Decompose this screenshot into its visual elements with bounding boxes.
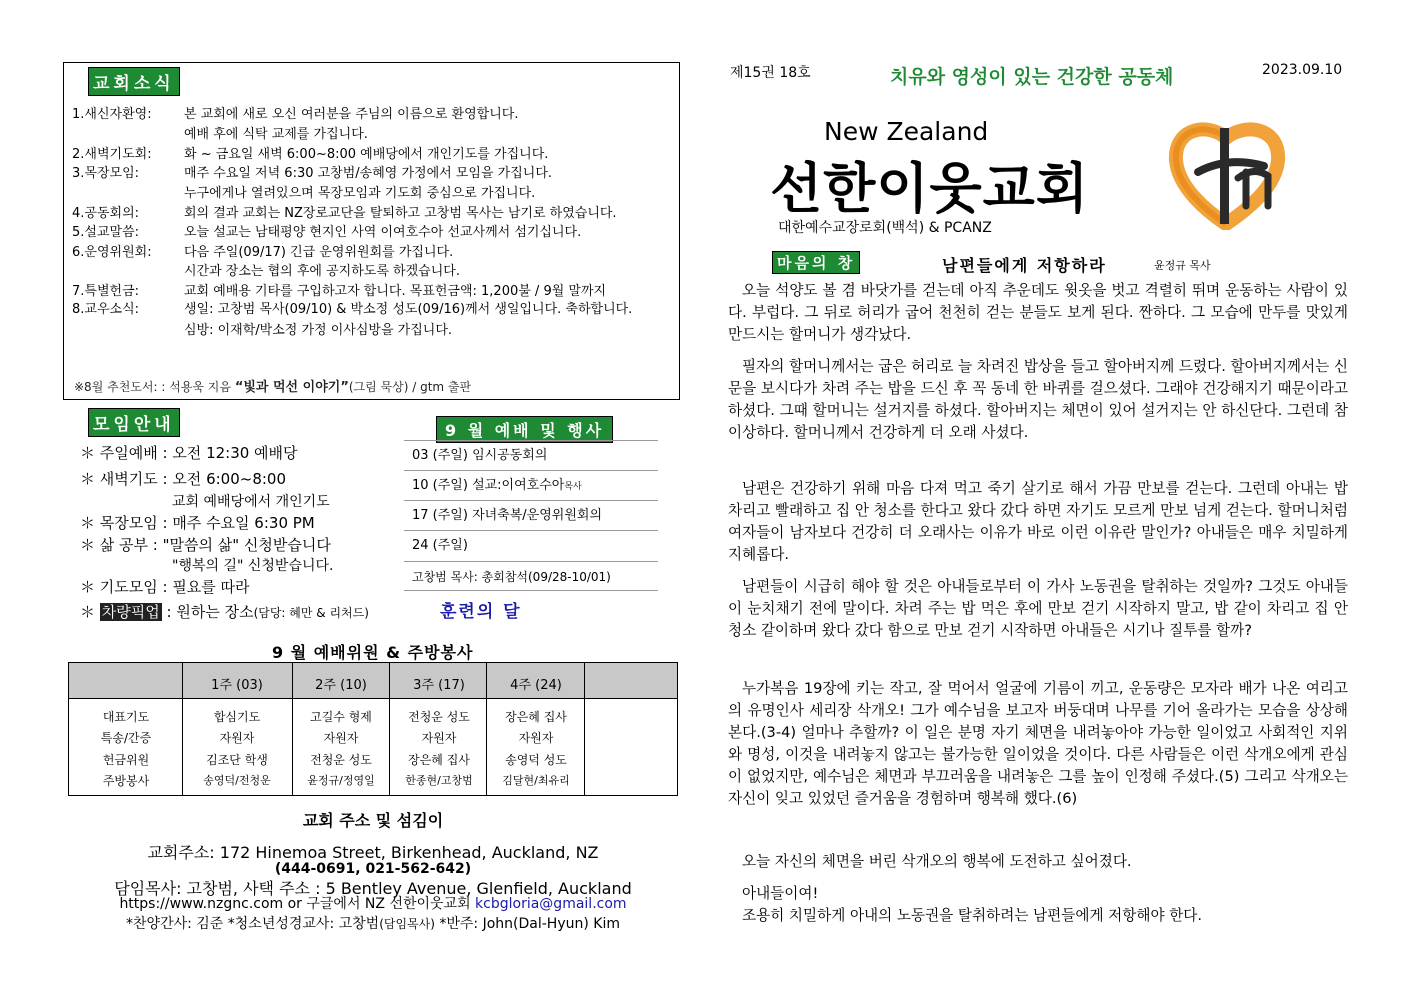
meeting-prayer: ＊ 기도모임 : 필요를 따라 bbox=[80, 578, 250, 596]
staff-text: *찬양간사: 김준 *청소년성경교사: 고창범 bbox=[126, 916, 380, 932]
bulletin-date: 2023.09.10 bbox=[1262, 62, 1343, 78]
roster-cell: 자원자 bbox=[421, 731, 457, 745]
september-events-tag: 9 월 예배 및 행사 bbox=[436, 416, 613, 443]
sermon-final-line: 조용히 치밀하게 아내의 노동권을 탈취하려는 남편들에게 저항해야 한다. bbox=[742, 907, 1203, 924]
church-name: 선한이웃교회 bbox=[770, 157, 1089, 220]
news-item-text: 화 ~ 금요일 새벽 6:00~8:00 예배당에서 개인기도를 가집니다. bbox=[184, 147, 549, 162]
sermon-title: 남편들에게 저항하라 bbox=[942, 256, 1107, 275]
roster-cell: 김달현/최유리 bbox=[502, 774, 570, 787]
event-row bbox=[404, 440, 658, 470]
roster-cell: 김조단 학생 bbox=[206, 753, 268, 767]
roster-title: 9 월 예배위원 & 주방봉사 bbox=[272, 643, 474, 662]
website-text: https://www.nzgnc.com or 구글에서 NZ 선한이웃교회 bbox=[119, 896, 476, 912]
roster-cell: 합심기도 bbox=[213, 710, 261, 724]
news-item-text: 오늘 설교는 남태평양 현지인 사역 이여호수아 선교사께서 섬기십니다. bbox=[184, 225, 582, 240]
month-theme: 훈련의 달 bbox=[440, 602, 522, 622]
email-link[interactable]: kcbgloria@gmail.com bbox=[475, 896, 627, 912]
sermon-exclamation: 아내들이여! bbox=[742, 885, 819, 902]
roster-role: 특송/간증 bbox=[100, 731, 152, 745]
sermon-paragraph: 남편은 건강하기 위해 마음 다져 먹고 죽기 살기로 해서 가끔 만보를 걷는다. 그런데 아내는 밥 차리고 빨래하고 집 안 청소를 한다고 왔다 갔다 하면 자기도 모르게 만보 넘게 걷는다. 할머니처럼 여자들이 남자보다 건강히 더 오래사는 이유가 바로 이런 이유란 말인가? 아내들은 매우 치밀하게 지혜롭다. bbox=[728, 480, 1348, 563]
roster-cell: 자원자 bbox=[219, 731, 255, 745]
event-row bbox=[404, 530, 658, 560]
church-address: 교회주소: 172 Hinemoa Street, Birkenhead, Auckland, NZ bbox=[147, 843, 599, 862]
staff-note: (담임목사) bbox=[379, 917, 435, 931]
meeting-pickup bbox=[80, 601, 369, 622]
book-prefix: ※8월 추천도서: : bbox=[74, 380, 166, 394]
event-text: 24 (주일) bbox=[412, 538, 468, 553]
news-item-text: 심방: 이재학/박소정 가정 이사심방을 가집니다. bbox=[184, 323, 453, 338]
heart-window-tag: 마음의 창 bbox=[772, 251, 860, 274]
roster-cell: 고길수 형제 bbox=[310, 710, 372, 724]
event-note: 목사 bbox=[564, 482, 582, 492]
church-staff bbox=[68, 913, 678, 933]
church-logo-icon bbox=[1168, 120, 1286, 230]
roster-cell: 송영덕 성도 bbox=[505, 753, 567, 767]
address-title: 교회 주소 및 섬김이 bbox=[302, 811, 444, 830]
sermon-closing: 오늘 자신의 체면을 버린 삭개오의 행복에 도전하고 싶어졌다. bbox=[742, 853, 1132, 870]
news-item-label: 5.설교말씀: bbox=[72, 225, 140, 240]
roster-cell: 장은혜 집사 bbox=[505, 710, 567, 724]
church-phone: (444-0691, 021-562-642) bbox=[274, 861, 472, 877]
news-item-text: 회의 결과 교회는 NZ장로교단을 탈퇴하고 고창범 목사는 남기로 하였습니다. bbox=[184, 206, 617, 221]
sermon-author: 윤정규 목사 bbox=[1154, 259, 1211, 272]
news-item-label: 2.새벽기도회: bbox=[72, 147, 152, 162]
roster-cell: 자원자 bbox=[518, 731, 554, 745]
meeting-dawn-prayer: ＊ 새벽기도 : 오전 6:00~8:00 bbox=[80, 470, 287, 488]
event-row bbox=[404, 561, 658, 591]
meeting-cell-group: ＊ 목장모임 : 매주 수요일 6:30 PM bbox=[80, 514, 315, 532]
roster-role: 헌금위원 bbox=[102, 753, 150, 767]
news-item-label: 8.교우소식: bbox=[72, 302, 140, 317]
event-row bbox=[404, 470, 658, 500]
roster-cell: 송영덕/전청운 bbox=[203, 774, 271, 787]
pastor-address: 담임목사: 고창범, 사택 주소 : 5 Bentley Avenue, Glenfield, Auckland bbox=[114, 879, 632, 898]
news-item-label: 4.공동회의: bbox=[72, 206, 140, 221]
book-title: “빛과 먹선 이야기” bbox=[234, 380, 349, 395]
event-text: 03 (주일) 임시공동회의 bbox=[412, 448, 548, 463]
pickup-label: 차량픽업 bbox=[101, 603, 160, 621]
roster-cell: 한종현/고창범 bbox=[405, 774, 473, 787]
roster-week-header: 2주 (10) bbox=[315, 678, 367, 693]
meeting-life-study-sub: "행복의 길" 신청받습니다. bbox=[172, 558, 334, 574]
staff-accompanist: *반주: John(Dal-Hyun) Kim bbox=[434, 916, 620, 932]
roster-role: 주방봉사 bbox=[102, 774, 150, 788]
sermon-paragraph: 남편들이 시급히 해야 할 것은 아내들로부터 이 가사 노동권을 탈취하는 것일까? 그것도 아내들이 눈치채기 전에 말이다. 차려 주는 밥 먹은 후에 만보 걷기 시작하지 말고, 밥 같이 차리고 집 안 청소 같이하며 왔다 갔다 함으로 만보 걷기 시작하면 아내들은 시기나 질투를 할까? bbox=[728, 578, 1348, 639]
issue-number: 제15권 18호 bbox=[730, 65, 811, 81]
meeting-guide-tag: 모임안내 bbox=[88, 408, 180, 437]
book-suffix: (그림 묵상) / gtm 출판 bbox=[348, 380, 472, 394]
news-item-label: 3.목장모임: bbox=[72, 166, 140, 181]
church-motto: 치유와 영성이 있는 건강한 공동체 bbox=[890, 66, 1174, 88]
sermon-paragraph: 오늘 석양도 볼 겸 바닷가를 걷는데 아직 추운데도 윗옷을 벗고 격렬히 뛰며 운동하는 사람이 있다. 부럽다. 그 뒤로 허리가 굽어 천천히 걷는 분들도 보게 된다. 짠하다. 그 모습에 만두를 맛있게 만드시는 할머니가 생각났다. bbox=[728, 282, 1348, 343]
event-text: 17 (주일) 자녀축복/운영위원회의 bbox=[412, 508, 603, 523]
roster-cell: 전청운 성도 bbox=[310, 753, 372, 767]
roster-cell: 윤정규/정영일 bbox=[307, 774, 375, 787]
roster-cell: 자원자 bbox=[323, 731, 359, 745]
event-text: 10 (주일) 설교:이여호수아 bbox=[412, 478, 565, 493]
roster-week-header: 1주 (03) bbox=[211, 678, 263, 693]
news-item-label: 7.특별헌금: bbox=[72, 284, 140, 299]
meeting-worship: ＊ 주일예배 : 오전 12:30 예배당 bbox=[80, 444, 298, 462]
event-text: 고창범 목사: 총회참석(09/28-10/01) bbox=[412, 570, 611, 584]
service-roster-table bbox=[68, 662, 678, 796]
event-row bbox=[404, 500, 658, 530]
church-news-tag: 교회소식 bbox=[88, 67, 180, 96]
sermon-paragraph: 필자의 할머니께서는 굽은 허리로 늘 차려진 밥상을 들고 할아버지께 드렸다. 할아버지께서는 신문을 보시다가 차려 주는 밥을 드신 후 꼭 동네 한 바퀴를 걸으셨다. 그래야 건강해지기 때문이라고 하셨다. 그때 할머니는 설거지를 하셨다. 할아버지는 체면이 있어 설거지는 안 하신단다. 그런데 참 이상하다. 할머니께서 건강하게 더 오래 사셨다. bbox=[728, 358, 1348, 441]
roster-cell: 전청운 성도 bbox=[408, 710, 470, 724]
roster-role: 대표기도 bbox=[102, 710, 150, 724]
news-item-text: 누구에게나 열려있으며 목장모임과 기도회 중심으로 가집니다. bbox=[184, 186, 536, 201]
roster-cell: 장은혜 집사 bbox=[408, 753, 470, 767]
news-item-label: 1.새신자환영: bbox=[72, 107, 152, 122]
news-item-text: 매주 수요일 저녁 6:30 고창범/송혜영 가정에서 모임을 가집니다. bbox=[184, 166, 553, 181]
news-item-text: 예배 후에 식탁 교제를 가집니다. bbox=[184, 127, 368, 142]
news-item-text: 본 교회에 새로 오신 여러분을 주님의 이름으로 환영합니다. bbox=[184, 107, 519, 122]
news-item-text: 시간과 장소는 협의 후에 공지하도록 하겠습니다. bbox=[184, 264, 460, 279]
roster-week-header: 3주 (17) bbox=[413, 678, 465, 693]
meeting-life-study: ＊ 삶 공부 : "말씀의 삶" 신청받습니다 bbox=[80, 536, 331, 554]
book-author: 석용욱 지음 bbox=[169, 380, 231, 394]
sermon-paragraph: 누가복음 19장에 키는 작고, 잘 먹어서 얼굴에 기름이 끼고, 운동량은 모자라 배가 나온 여리고의 유명인사 세리장 삭개오! 그가 예수님을 보고자 버둥대며 나무를 기어 올라가는 모습을 상상해 본다.(3-4) 얼마나 추할까? 이 일은 분명 자기 체면을 내려놓아야 가능한 일이었고 사회적인 지위와 명성, 이것을 내려놓지 않고는 불가능한 일이었을 것이다. 다른 사람들은 이런 삭개오에게 관심이 없었지만, 예수님은 체면과 부끄러움을 내려놓은 그를 높이 인정해 주셨다.(5) 그리고 삭개오는 자신이 잊고 있었던 즐거움을 경험하며 행복해 했다.(6) bbox=[728, 680, 1348, 807]
pickup-star: ＊ bbox=[80, 603, 100, 621]
recommended-book bbox=[74, 376, 471, 395]
news-item-label: 6.운영위원회: bbox=[72, 245, 152, 260]
roster-week-header: 4주 (24) bbox=[510, 678, 562, 693]
news-item-text: 교회 예배용 기타를 구입하고자 합니다. 목표헌금액: 1,200불 / 9월 말까지 bbox=[184, 284, 607, 299]
meeting-dawn-prayer-sub: 교회 예배당에서 개인기도 bbox=[172, 494, 330, 510]
denomination: 대한예수교장로회(백석) & PCANZ bbox=[778, 220, 992, 236]
pickup-contact: (담당: 혜만 & 리처드) bbox=[253, 606, 369, 620]
pickup-text: : 원하는 장소 bbox=[161, 603, 254, 621]
church-website bbox=[68, 893, 678, 913]
news-item-text: 생일: 고창범 목사(09/10) & 박소정 성도(09/16)께서 생일입니다. 축하합니다. bbox=[184, 302, 633, 317]
country-label: New Zealand bbox=[824, 117, 989, 146]
news-item-text: 다음 주일(09/17) 긴급 운영위원회를 가집니다. bbox=[184, 245, 454, 260]
